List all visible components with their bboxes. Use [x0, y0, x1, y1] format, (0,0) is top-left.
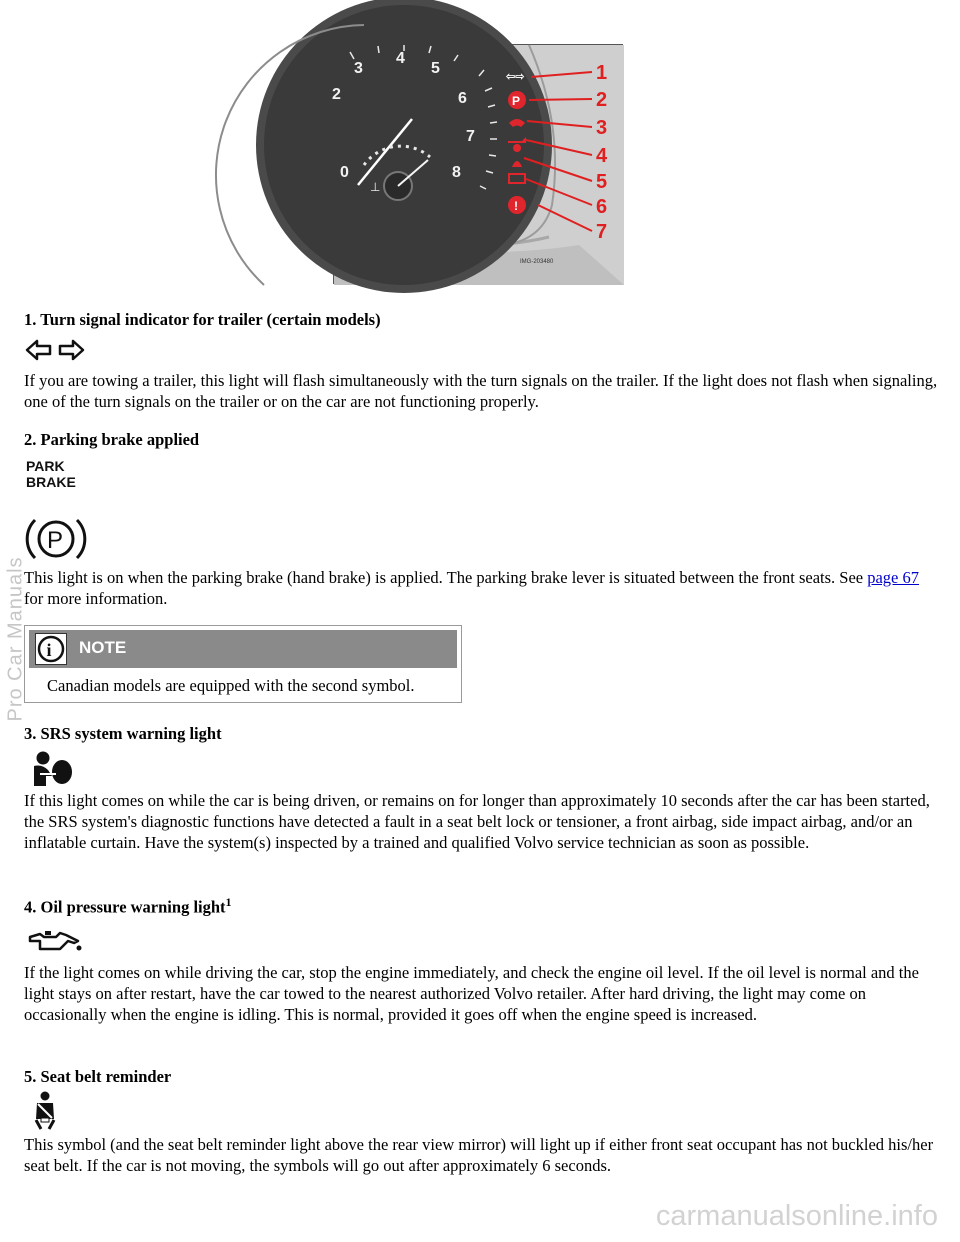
park-brake-text-icon: [26, 458, 76, 490]
svg-text:⇦⇨: ⇦⇨: [506, 71, 525, 83]
page-67-link[interactable]: page 67: [867, 568, 920, 587]
section-heading-srs: 3. SRS system warning light: [24, 724, 222, 743]
section-body-parking-brake: [24, 567, 939, 609]
callout-number: 6: [596, 196, 608, 218]
parking-brake-text-start: This light is on when the parking brake (hand brake) is applied. The parking brake lever is situated between the front seats. See: [24, 568, 868, 587]
parking-brake-circle-icon: [25, 512, 87, 571]
callout-number: 2: [596, 89, 608, 111]
section-body-trailer-turn-signal: If you are towing a trailer, this light will flash simultaneously with the turn signals on the trailer. If the light does not flash when signaling, one of the turn signals on the trailer or on the car are not functioning properly.: [24, 371, 938, 411]
footnote-marker: 1: [225, 895, 232, 909]
note-text: Canadian models are equipped with the second symbol.: [47, 676, 415, 695]
svg-text:⊥: ⊥: [370, 180, 381, 194]
park-brake-icon-line2: BRAKE: [26, 474, 76, 490]
watermark-procarmanuals: Pro Car Manuals: [4, 556, 27, 722]
instrument-cluster-figure: [333, 44, 623, 284]
section-heading-trailer-turn-signal: 1. Turn signal indicator for trailer (certain models): [24, 310, 381, 329]
tach-number: 4: [396, 50, 405, 67]
info-icon: [35, 633, 67, 665]
callout-number: 1: [596, 62, 608, 84]
tach-number: 0: [340, 164, 349, 181]
parking-brake-text-end: for more information.: [24, 589, 168, 608]
tach-number: 5: [431, 60, 440, 77]
parking-brake-symbol: P: [47, 527, 64, 554]
oil-pressure-heading-text: 4. Oil pressure warning light: [24, 897, 226, 917]
tach-number: 6: [458, 90, 467, 107]
section-body-srs: If this light comes on while the car is being driven, or remains on for longer than approximately 10 seconds after the car has been started, the SRS system's diagnostic functions have detected a fault in a seat belt lock or tensioner, a front airbag, side impact airbag, and/or an inflatable curtain. Have the system(s) inspected by a trained and qualified Volvo service technician as soon as possible.: [24, 791, 930, 852]
section-heading-parking-brake: 2. Parking brake applied: [24, 430, 200, 449]
park-brake-icon-line1: PARK: [26, 458, 65, 474]
tach-number: 7: [466, 128, 475, 145]
callout-number: 3: [596, 117, 608, 139]
note-title: NOTE: [79, 638, 127, 657]
seat-belt-icon: [32, 1091, 58, 1136]
watermark-carmanualsonline: carmanualsonline.info: [655, 1200, 938, 1232]
svg-text:P: P: [512, 94, 521, 108]
tach-number: 2: [332, 86, 341, 103]
callout-number: 7: [596, 221, 608, 243]
callout-number: 4: [596, 145, 608, 167]
section-body-oil-pressure: If the light comes on while driving the car, stop the engine immediately, and check the engine oil level. If the oil level is normal and the light stays on after restart, have the car towed to the nearest authorized Volvo retailer. After hard driving, the light may come on occasionally when the engine is idling. This is normal, provided it goes off when the engine speed is increased.: [24, 963, 919, 1024]
note-box: [24, 625, 462, 703]
tach-number: 3: [354, 60, 363, 77]
svg-text:!: !: [514, 199, 518, 213]
callout-number: 5: [596, 171, 608, 193]
image-code: IMG-203480: [520, 259, 554, 265]
srs-airbag-icon: [30, 750, 78, 793]
section-body-seat-belt: This symbol (and the seat belt reminder light above the rear view mirror) will light up if either front seat occupant has not buckled his/her seat belt. If the car is not moving, the symbols will go out after approximately 6 seconds.: [24, 1135, 934, 1175]
section-heading-seat-belt: 5. Seat belt reminder: [24, 1067, 172, 1086]
section-heading-oil-pressure: [24, 895, 232, 918]
trailer-turn-signal-icon: [25, 339, 85, 366]
note-header-bar: [29, 630, 457, 668]
oil-can-icon: [26, 929, 84, 958]
tach-number: 8: [452, 164, 461, 181]
instrument-cluster-illustration: [334, 45, 624, 285]
svg-text:i: i: [46, 640, 52, 660]
